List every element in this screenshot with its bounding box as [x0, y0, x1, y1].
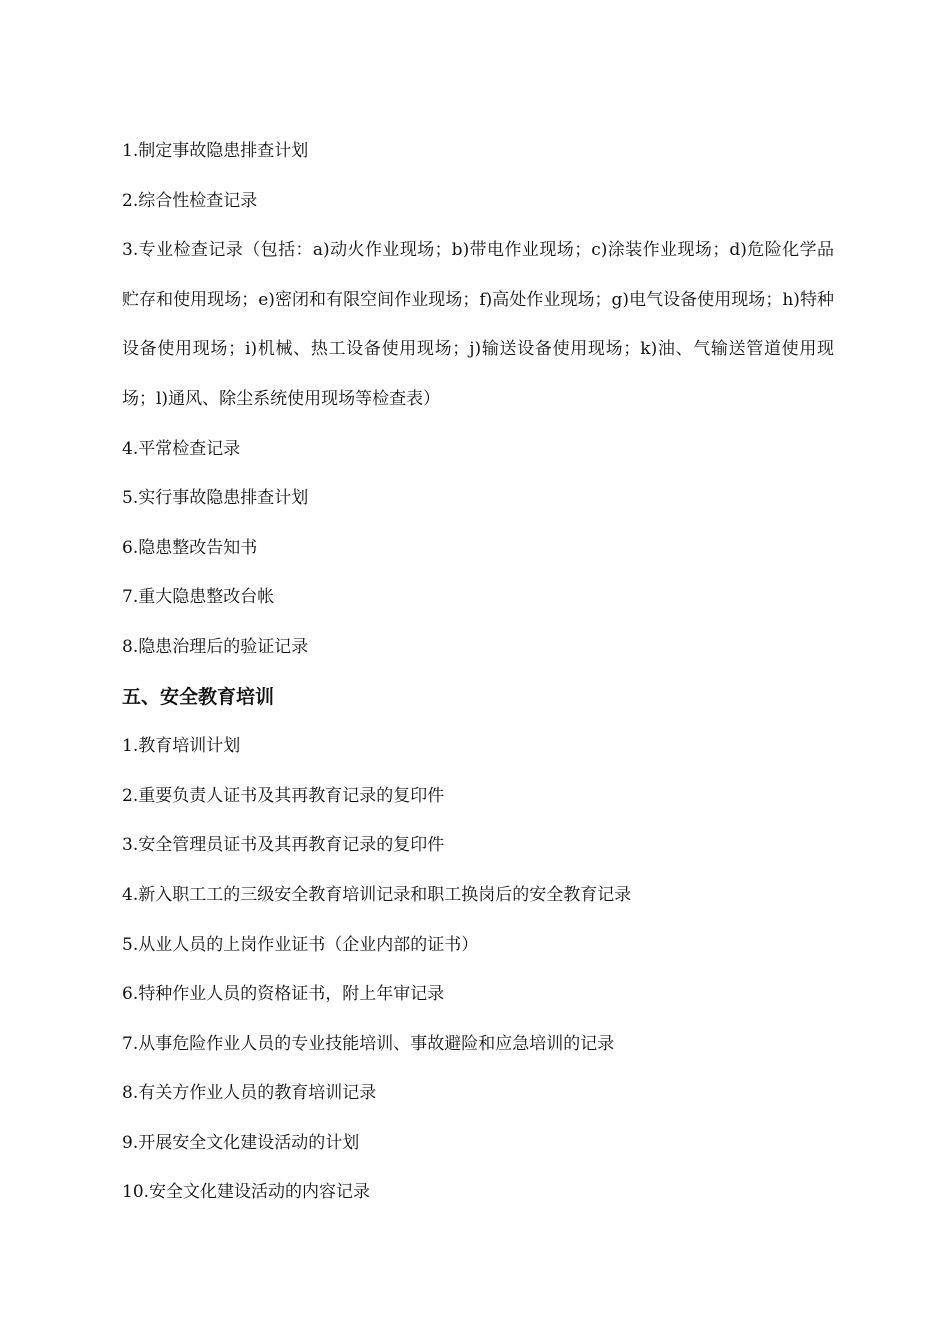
- list-item: 6.特种作业人员的资格证书，附上年审记录: [122, 984, 445, 1005]
- list-item: 7.从事危险作业人员的专业技能培训、事故避险和应急培训的记录: [122, 1033, 615, 1054]
- list-item: 8.隐患治理后的验证记录: [122, 636, 309, 657]
- list-item: 1.教育培训计划: [122, 736, 241, 757]
- list-item: 2.重要负责人证书及其再教育记录的复印件: [122, 785, 445, 806]
- section-heading: 五、安全教育培训: [122, 685, 275, 708]
- list-item: 3.专业检查记录（包括：a)动火作业现场；b)带电作业现场；c)涂装作业现场；d)危险化学品贮存和使用现场；e)密闭和有限空间作业现场；f)高处作业现场；g)电气设备使用现场；h)特种设备使用现场；i)机械、热工设备使用现场；j)输送设备使用现场；k)油、气输送管道使用现场；l)通风、除尘系统使用现场等检查表）: [122, 240, 834, 409]
- list-item: 3.安全管理员证书及其再教育记录的复印件: [122, 835, 445, 856]
- list-item: 5.实行事故隐患排查计划: [122, 488, 309, 509]
- list-item: 4.平常检查记录: [122, 438, 241, 459]
- list-item: 1.制定事故隐患排查计划: [122, 141, 309, 161]
- list-item: 4.新入职工工的三级安全教育培训记录和职工换岗后的安全教育记录: [122, 884, 632, 905]
- list-item: 6.隐患整改告知书: [122, 537, 258, 558]
- list-item: 2.综合性检查记录: [122, 190, 258, 211]
- list-item: 8.有关方作业人员的教育培训记录: [122, 1083, 377, 1104]
- list-item: 9.开展安全文化建设活动的计划: [122, 1132, 360, 1153]
- list-item: 10.安全文化建设活动的内容记录: [122, 1182, 371, 1203]
- list-item: 5.从业人员的上岗作业证书（企业内部的证书）: [122, 934, 479, 955]
- document-page: [122, 127, 834, 1218]
- list-item: 7.重大隐患整改台帐: [122, 587, 275, 608]
